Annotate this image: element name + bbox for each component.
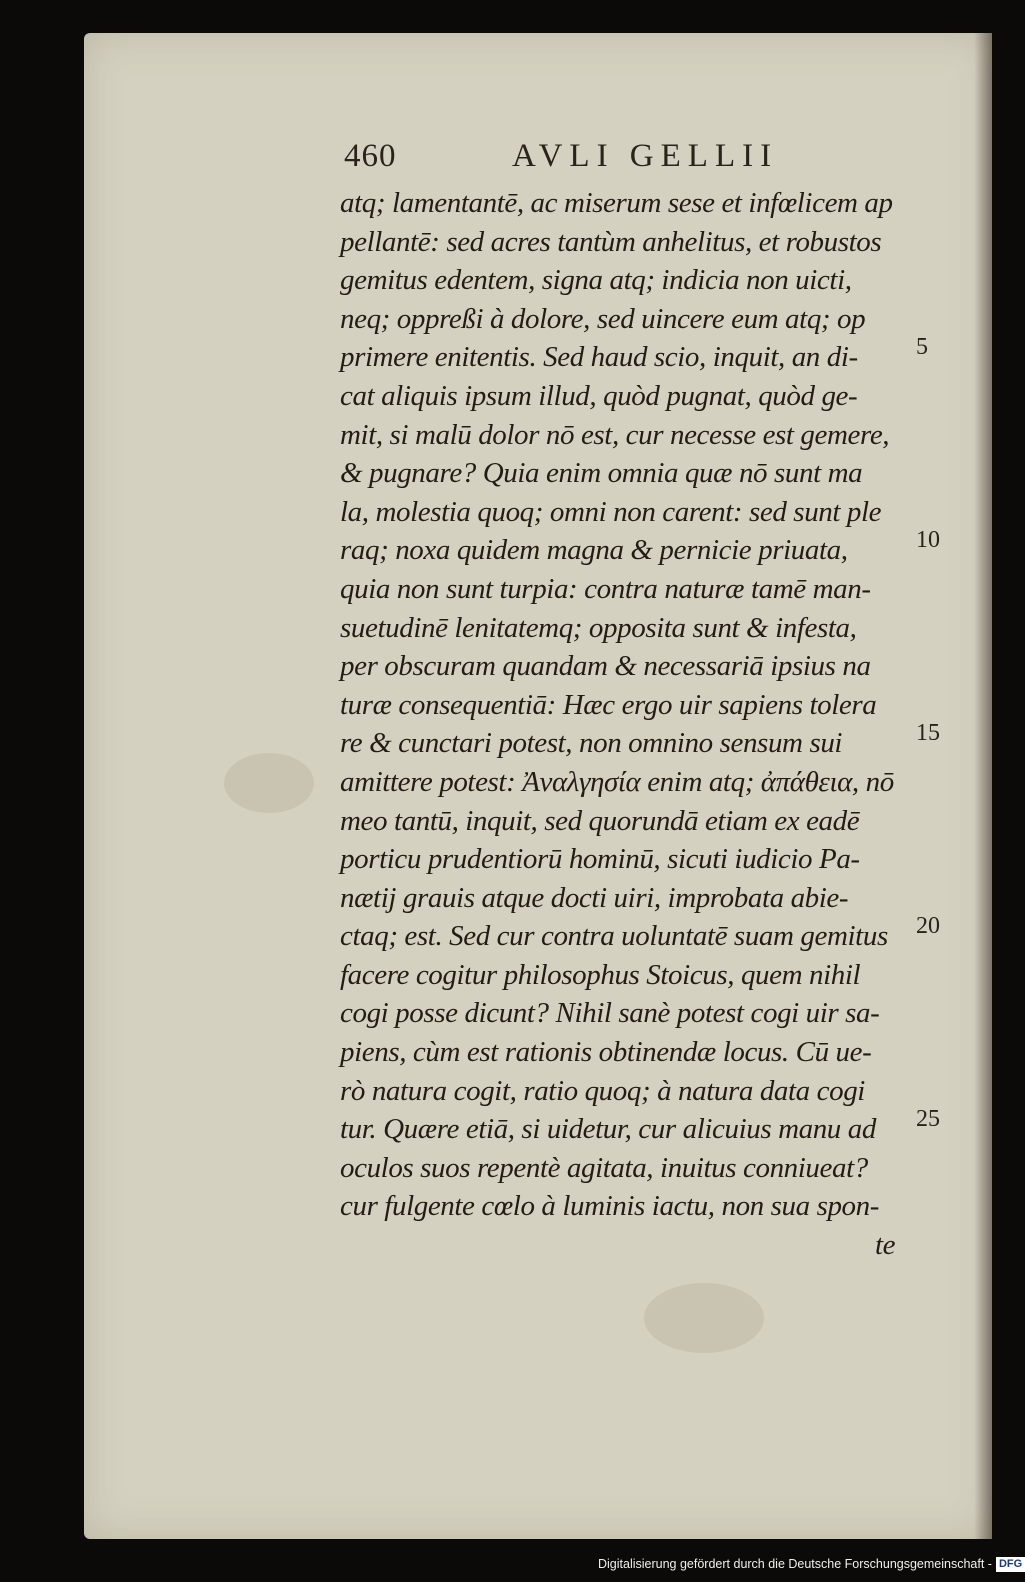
text-line: la, molestia quoq; omni non carent: sed sunt ple [340, 495, 882, 528]
text-line: rò natura cogit, ratio quoq; à natura data cogi [340, 1074, 865, 1107]
digitization-credit [598, 1553, 1023, 1575]
line-number-5: 5 [916, 334, 928, 360]
text-line: facere cogitur philosophus Stoicus, quem nihil [340, 958, 861, 991]
line-number-20: 20 [916, 913, 940, 939]
text-line: pellantē: sed acres tantùm anhelitus, et robustos [340, 225, 882, 258]
paper-stain [224, 753, 314, 813]
text-line: neq; oppreßi à dolore, sed uincere eum atq; op [340, 302, 866, 335]
line-number-10: 10 [916, 527, 940, 553]
text-line: mit, si malū dolor nō est, cur necesse est gemere, [340, 418, 890, 451]
text-line: quia non sunt turpia: contra naturæ tamē man- [340, 572, 871, 605]
running-head: AVLI GELLII [512, 138, 779, 174]
text-line: per obscuram quandam & necessariā ipsius na [340, 650, 871, 683]
text-line: tur. Quære etiā, si uidetur, cur alicuius manu ad [340, 1113, 876, 1146]
dfg-logo: DFG [996, 1557, 1025, 1572]
body-text [340, 184, 920, 1265]
text-line: cur fulgente cœlo à luminis iactu, non sua spon- [340, 1190, 880, 1223]
text-line: cat aliquis ipsum illud, quòd pugnat, quòd ge- [340, 379, 858, 412]
catchword: te [875, 1229, 896, 1262]
page-number: 460 [344, 138, 397, 174]
line-number-25: 25 [916, 1106, 940, 1132]
text-line: suetudinē lenitatemq; opposita sunt & infesta, [340, 611, 857, 644]
text-line: porticu prudentiorū hominū, sicuti iudicio Pa- [340, 843, 860, 876]
page-edge-shadow [974, 33, 992, 1539]
text-line: primere enitentis. Sed haud scio, inquit, an di- [340, 341, 858, 374]
text-line: ctaq; est. Sed cur contra uoluntatē suam gemitus [340, 920, 888, 953]
credit-text: Digitalisierung gefördert durch die Deutsche Forschungsgemeinschaft - [598, 1557, 992, 1571]
text-line: re & cunctari potest, non omnino sensum sui [340, 727, 843, 760]
page-header [344, 138, 784, 184]
text-line: nætij grauis atque docti uiri, improbata abie- [340, 881, 849, 914]
text-line: turæ consequentiā: Hæc ergo uir sapiens tolera [340, 688, 877, 721]
text-line: amittere potest: Ἀναλγησία enim atq; ἀπάθεια, nō [340, 765, 894, 798]
text-line: & pugnare? Quia enim omnia quæ nō sunt ma [340, 457, 863, 490]
text-line: gemitus edentem, signa atq; indicia non uicti, [340, 264, 852, 297]
text-line: oculos suos repentè agitata, inuitus conniueat? [340, 1151, 868, 1184]
text-line: piens, cùm est rationis obtinendæ locus. Cū ue- [340, 1036, 872, 1069]
text-line: atq; lamentantē, ac miserum sese et infœlicem ap [340, 187, 893, 219]
paper-stain [644, 1283, 764, 1353]
text-line: raq; noxa quidem magna & pernicie priuata, [340, 534, 848, 567]
text-line: cogi posse dicunt? Nihil sanè potest cogi uir sa- [340, 997, 880, 1030]
text-line: meo tantū, inquit, sed quorundā etiam ex eadē [340, 804, 860, 837]
line-number-15: 15 [916, 720, 940, 746]
